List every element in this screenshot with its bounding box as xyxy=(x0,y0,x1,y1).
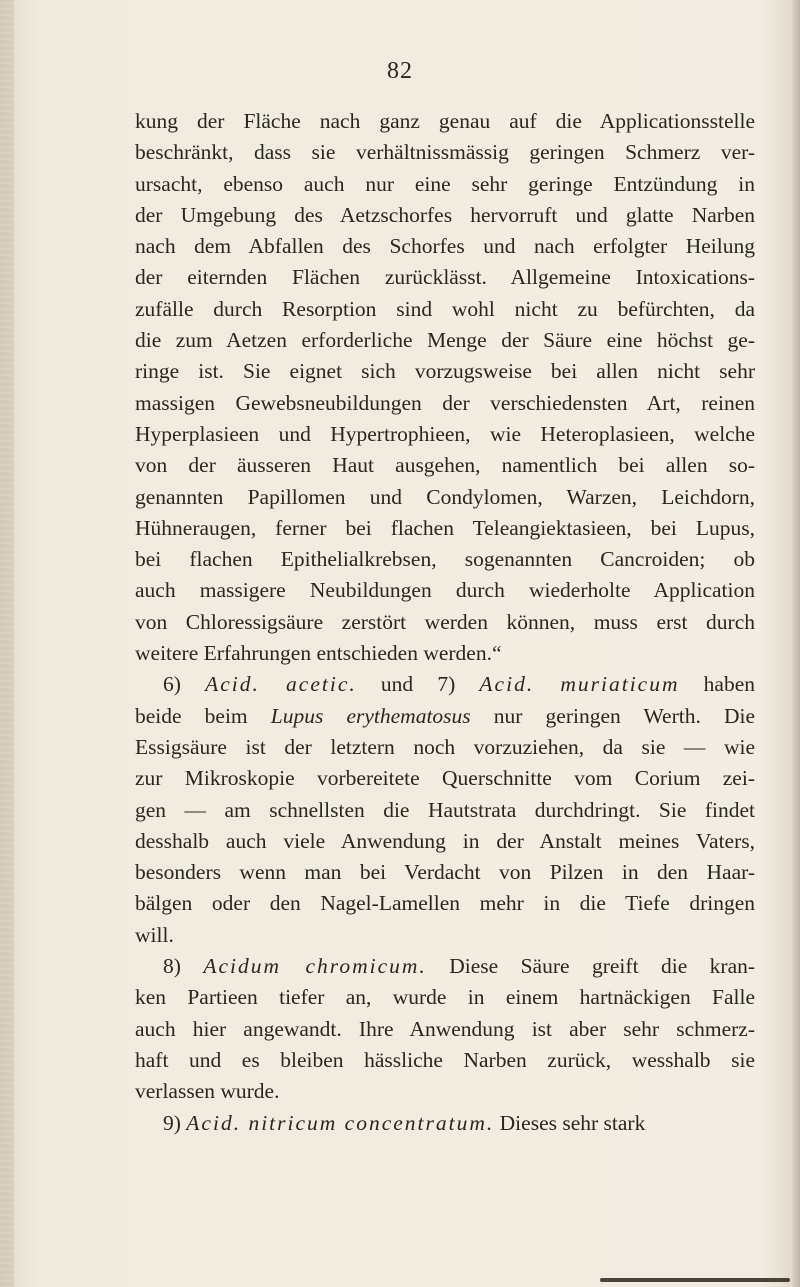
text-fragment: beide beim xyxy=(135,703,248,728)
text-line: der Umgebung des Aetzschorfes hervorruft und glatte Narben xyxy=(135,202,755,227)
text-line: nach dem Abfallen des Schorfes und nach erfolgter Heilung xyxy=(135,234,755,259)
text-line: Hühneraugen, ferner bei flachen Teleangiektasieen, bei Lupus, xyxy=(135,515,755,540)
text-line: Essigsäure ist der letztern noch vorzuziehen, da sie — wie xyxy=(135,734,755,759)
page-bottom-shadow xyxy=(600,1278,790,1282)
paragraph-8-heading xyxy=(135,951,755,982)
text-fragment: Dieses sehr stark xyxy=(499,1110,646,1135)
text-line: auch massigere Neubildungen durch wiederholte Application xyxy=(135,578,755,603)
text-line: verlassen wurde. xyxy=(135,1079,280,1104)
text-line: besonders wenn man bei Verdacht von Pilzen in den Haar- xyxy=(135,860,755,885)
item-number: 8) xyxy=(163,954,181,979)
drug-name: Acidum chromicum. xyxy=(203,954,427,979)
text-line: die zum Aetzen erforderliche Menge der Säure eine höchst ge- xyxy=(135,328,755,353)
text-line: der eiternden Flächen zurücklässt. Allgemeine Intoxications- xyxy=(135,265,755,290)
text-fragment: Diese Säure greift die kran- xyxy=(449,954,756,979)
text-line: genannten Papillomen und Condylomen, Warzen, Leichdorn, xyxy=(135,484,755,509)
text-fragment: haben xyxy=(703,672,756,697)
text-line: gen — am schnellsten die Hautstrata durchdringt. Sie findet xyxy=(135,797,755,822)
text-fragment: nur geringen Werth. Die xyxy=(493,703,755,728)
text-line: Hyperplasieen und Hypertrophieen, wie Heteroplasieen, welche xyxy=(135,421,755,446)
page-number: 82 xyxy=(387,58,413,84)
paragraph-6-heading xyxy=(135,669,755,700)
disease-name: Lupus erythematosus xyxy=(270,703,471,728)
text-line: bälgen oder den Nagel-Lamellen mehr in die Tiefe dringen xyxy=(135,891,755,916)
drug-name: Acid. nitricum concentratum. xyxy=(186,1110,495,1135)
text-line: ursacht, ebenso auch nur eine sehr geringe Entzündung in xyxy=(135,171,755,196)
body-text xyxy=(135,106,755,1139)
drug-name: Acid. muriaticum xyxy=(479,672,680,697)
text-line: massigen Gewebsneubildungen der verschiedensten Art, reinen xyxy=(135,390,755,415)
text-line: ken Partieen tiefer an, wurde in einem hartnäckigen Falle xyxy=(135,985,755,1010)
conjunction: und xyxy=(380,672,414,697)
page-edge xyxy=(792,0,800,1287)
text-line: zur Mikroskopie vorbereitete Querschnitte vom Corium zei- xyxy=(135,766,755,791)
text-line: auch hier angewandt. Ihre Anwendung ist aber sehr schmerz- xyxy=(135,1016,755,1041)
text-line: desshalb auch viele Anwendung in der Anstalt meines Vaters, xyxy=(135,828,755,853)
text-line: von der äusseren Haut ausgehen, namentlich bei allen so- xyxy=(135,453,755,478)
text-line: kung der Fläche nach ganz genau auf die Applicationsstelle xyxy=(135,109,755,133)
text-line: ringe ist. Sie eignet sich vorzugsweise bei allen nicht sehr xyxy=(135,359,755,384)
text-line: von Chloressigsäure zerstört werden können, muss erst durch xyxy=(135,609,755,634)
text-line: zufälle durch Resorption sind wohl nicht zu befürchten, da xyxy=(135,296,755,321)
text-line: will. xyxy=(135,922,174,947)
binding-edge xyxy=(0,0,14,1287)
drug-name: Acid. acetic. xyxy=(205,672,357,697)
item-number: 9) xyxy=(163,1110,181,1135)
item-number: 7) xyxy=(437,672,456,697)
text-line: beschränkt, dass sie verhältnissmässig geringen Schmerz ver- xyxy=(135,140,755,165)
item-number: 6) xyxy=(163,672,181,697)
text-line: haft und es bleiben hässliche Narben zurück, wesshalb sie xyxy=(135,1047,755,1072)
paragraph-9-heading xyxy=(135,1108,755,1139)
text-line xyxy=(135,701,755,732)
text-line: bei flachen Epithelialkrebsen, sogenannten Cancroiden; ob xyxy=(135,547,755,572)
text-line: weitere Erfahrungen entschieden werden.“ xyxy=(135,641,502,666)
